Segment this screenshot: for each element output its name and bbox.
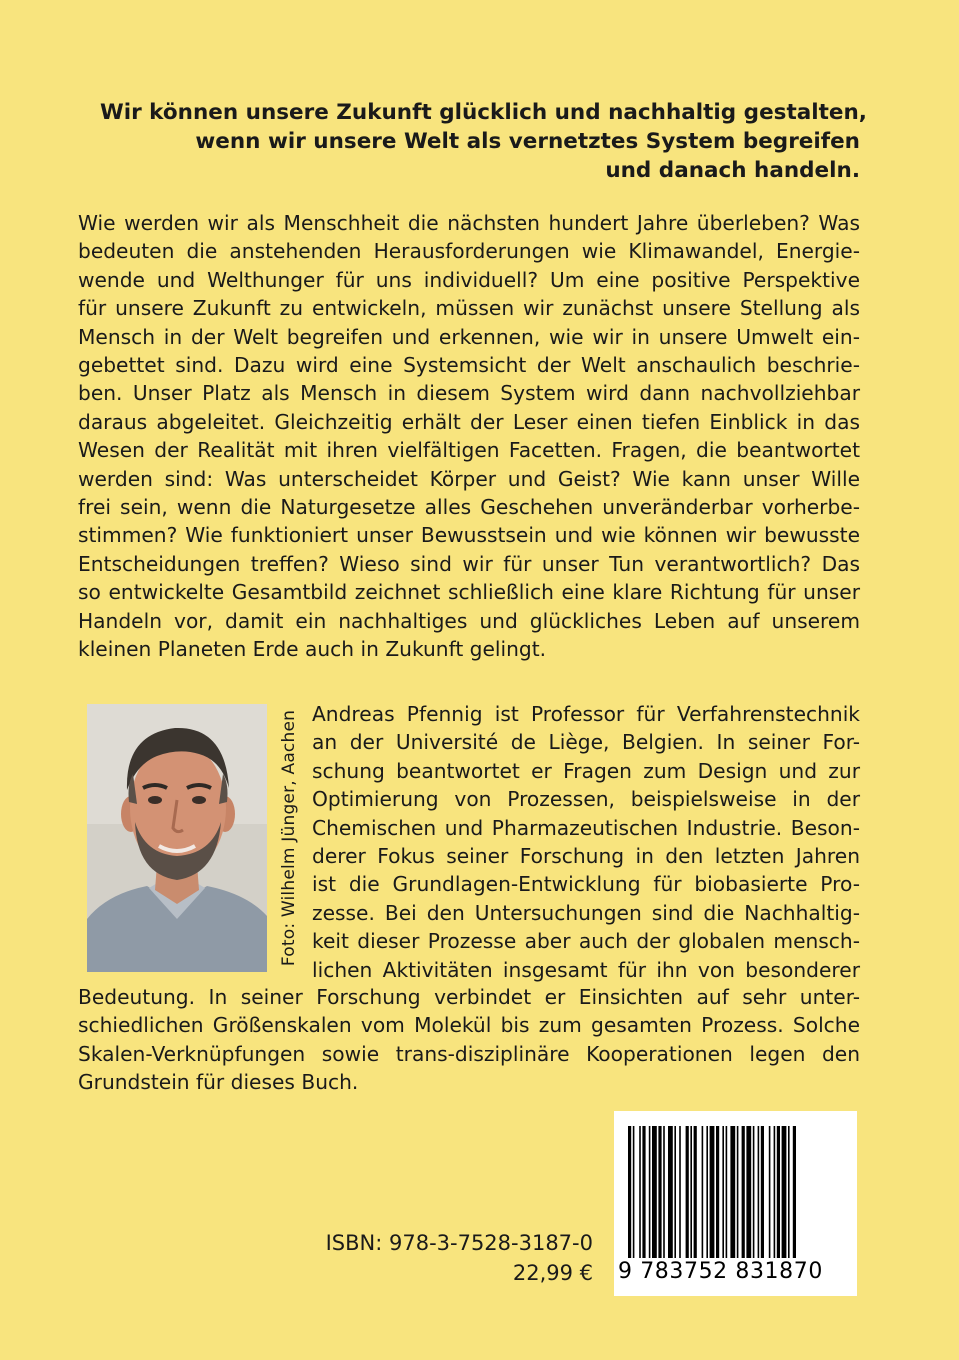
description-line: für unsere Zukunft zu entwickeln, müssen wir zunächst unsere Stellung als <box>78 296 860 321</box>
bio-line: derer Fokus seiner Forschung in den letzten Jahren <box>312 844 860 869</box>
barcode-bar <box>628 1126 631 1258</box>
description-line: Wesen der Realität mit ihren vielfältigen Facetten. Fragen, die beantwortet <box>78 438 860 463</box>
barcode-bar <box>774 1126 776 1258</box>
barcode-bar <box>639 1126 641 1258</box>
tagline-line: wenn wir unsere Welt als vernetztes System begreifen <box>195 129 860 154</box>
description-line: werden sind: Was unterscheidet Körper und Geist? Wie kann unser Wille <box>78 466 860 491</box>
description-line: ben. Unser Platz als Mensch in diesem System wird dann nachvollziehbar <box>78 381 860 406</box>
tagline-line: und danach handeln. <box>605 158 860 183</box>
photo-credit-text: Foto: Wilhelm Jünger, Aachen <box>279 709 299 967</box>
barcode-bar <box>716 1126 719 1258</box>
barcode-bar <box>658 1126 661 1258</box>
barcode-bar <box>706 1126 708 1258</box>
barcode-bar <box>702 1126 704 1258</box>
bio-line: Skalen-Verknüpfungen sowie trans-disziplinäre Kooperationen legen den <box>78 1041 860 1066</box>
barcode-bar <box>694 1126 697 1258</box>
description-line: daraus abgeleitet. Gleichzeitig erhält der Leser einen tiefen Einblick in das <box>78 409 860 434</box>
barcode-bar <box>777 1126 780 1258</box>
barcode-bar <box>758 1126 760 1258</box>
barcode-bar <box>737 1126 739 1258</box>
barcode-bar <box>674 1126 676 1258</box>
author-photo <box>87 704 267 972</box>
barcode-bar <box>690 1126 692 1258</box>
barcode <box>614 1111 857 1296</box>
description-line: Entscheidungen treffen? Wieso sind wir für unser Tun verantwortlich? Das <box>78 551 860 576</box>
barcode-bar <box>633 1126 635 1258</box>
isbn-price-block <box>326 1228 593 1288</box>
description-line: so entwickelte Gesamtbild zeichnet schließlich eine klare Richtung für unser <box>78 580 860 605</box>
description-line: stimmen? Wie funktioniert unser Bewusstsein und wie können wir bewusste <box>78 523 860 548</box>
bio-line: Bedeutung. In seiner Forschung verbindet er Einsichten auf sehr unter- <box>78 985 860 1009</box>
author-portrait-image <box>87 704 267 972</box>
description-line: Mensch in der Welt begreifen und erkennen, wie wir in unsere Umwelt ein- <box>78 324 860 349</box>
barcode-bar <box>642 1126 645 1258</box>
barcode-bar <box>746 1126 751 1258</box>
barcode-bar <box>686 1126 689 1258</box>
barcode-bars <box>628 1126 844 1258</box>
description-line: Wie werden wir als Menschheit die nächsten hundert Jahre überleben? Was <box>78 211 860 235</box>
bio-line: schiedlichen Größenskalen vom Molekül bis zum gesamten Prozess. Solche <box>78 1013 860 1038</box>
barcode-bar <box>769 1126 771 1258</box>
description-line: gebettet sind. Dazu wird eine Systemsicht der Welt anschaulich beschrie- <box>78 353 860 378</box>
barcode-bar <box>652 1126 657 1258</box>
price: 22,99 € <box>512 1261 593 1285</box>
book-description <box>78 209 860 664</box>
barcode-bar <box>649 1126 651 1258</box>
author-bio-full-width <box>78 983 860 1097</box>
barcode-bar <box>726 1126 728 1258</box>
barcode-bar <box>793 1126 796 1258</box>
bio-line: schung beantwortet er Fragen zum Design und zur <box>312 758 860 783</box>
photo-credit <box>276 704 302 972</box>
description-line: Handeln vor, damit ein nachhaltiges und glückliches Leben auf unserem <box>78 608 860 633</box>
barcode-bar <box>753 1126 755 1258</box>
barcode-bar <box>663 1126 665 1258</box>
bio-line: Andreas Pfennig ist Professor für Verfahrenstechnik <box>312 702 860 726</box>
bio-line: an der Université de Liège, Belgien. In seiner For- <box>312 730 860 755</box>
barcode-bar <box>742 1126 745 1258</box>
barcode-digits: 9 783752 831870 <box>618 1259 823 1284</box>
barcode-bar <box>730 1126 735 1258</box>
description-line: wende und Welthunger für uns individuell? Um eine positive Perspektive <box>78 267 860 292</box>
bio-line: zesse. Bei den Untersuchungen sind die Nachhaltig- <box>312 900 860 925</box>
bio-line: Chemischen und Pharmazeutischen Industrie. Beson- <box>312 815 860 840</box>
description-line: bedeuten die anstehenden Herausforderungen wie Klimawandel, Energie- <box>78 239 860 264</box>
bio-line: keit dieser Prozesse aber auch der globalen mensch- <box>312 929 860 954</box>
barcode-bar <box>679 1126 681 1258</box>
isbn-number: ISBN: 978-3-7528-3187-0 <box>325 1231 593 1255</box>
barcode-bar <box>668 1126 673 1258</box>
barcode-bar <box>710 1126 715 1258</box>
barcode-bar <box>761 1126 764 1258</box>
barcode-bar <box>788 1126 790 1258</box>
tagline <box>100 98 867 185</box>
bio-line: lichen Aktivitäten insgesamt für ihn von besonderer <box>312 957 860 982</box>
author-bio-beside-photo <box>312 700 860 984</box>
tagline-line: Wir können unsere Zukunft glücklich und nachhaltig gestalten, <box>100 100 867 125</box>
barcode-bar <box>722 1126 724 1258</box>
barcode-bar <box>782 1126 787 1258</box>
description-line: frei sein, wenn die Naturgesetze alles Geschehen unveränderbar vorherbe- <box>78 495 860 520</box>
description-line: kleinen Planeten Erde auch in Zukunft gelingt. <box>78 637 547 662</box>
bio-line: Grundstein für dieses Buch. <box>78 1070 359 1095</box>
bio-line: Optimierung von Prozessen, beispielsweise in der <box>312 787 860 812</box>
bio-line: ist die Grundlagen-Entwicklung für biobasierte Pro- <box>312 872 860 897</box>
